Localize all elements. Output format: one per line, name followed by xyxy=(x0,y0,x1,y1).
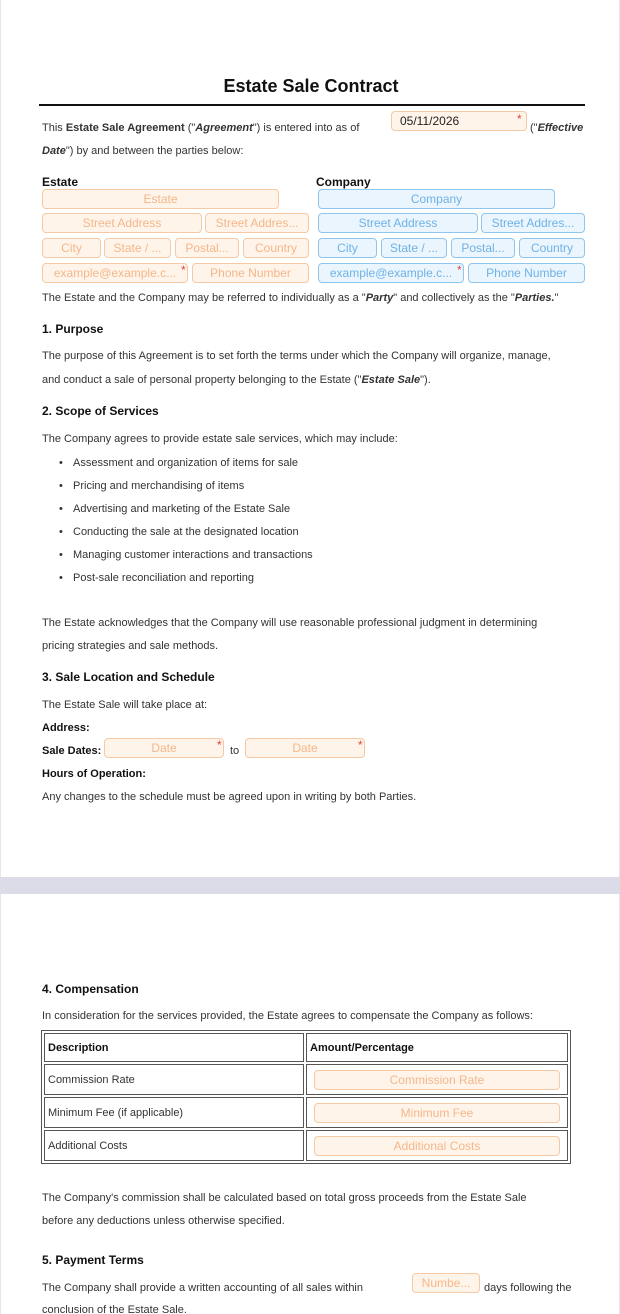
estate-street-field[interactable]: Street Address xyxy=(42,213,202,233)
company-state-field[interactable]: State / ... xyxy=(381,238,447,258)
company-city-field[interactable]: City xyxy=(318,238,377,258)
company-name-field[interactable]: Company xyxy=(318,189,555,209)
compensation-table xyxy=(41,1030,571,1164)
estate-phone-field[interactable]: Phone Number xyxy=(192,263,309,283)
company-postal-field[interactable]: Postal... xyxy=(451,238,515,258)
section-5-line-1b: days following the xyxy=(484,1282,572,1294)
party-definition xyxy=(42,293,558,304)
list-item: • Pricing and merchandising of items xyxy=(59,480,313,503)
company-heading: Company xyxy=(316,175,371,189)
section-3-heading: 3. Sale Location and Schedule xyxy=(42,670,215,684)
estate-street2-field[interactable]: Street Addres... xyxy=(205,213,309,233)
intro-text: ") is entered into as of xyxy=(252,122,360,134)
intro-agreement-term: Agreement xyxy=(195,122,253,134)
services-list xyxy=(59,457,313,595)
parties-term: Parties. xyxy=(514,292,555,304)
estate-sale-term: Estate Sale xyxy=(361,374,421,386)
party-text: The Estate and the Company may be referred to individually as a " xyxy=(42,292,366,304)
sale-end-date-field[interactable]: Date xyxy=(245,738,365,758)
intro-text: ") by and between the parties below: xyxy=(65,145,244,157)
intro-agreement-name: Estate Sale Agreement xyxy=(65,122,185,134)
commission-rate-field[interactable]: Commission Rate xyxy=(314,1070,560,1090)
effective-date-field[interactable]: 05/11/2026 xyxy=(391,111,527,131)
document-page-2 xyxy=(0,894,620,1314)
accounting-days-field[interactable]: Numbe... xyxy=(412,1273,480,1293)
intro-text: This xyxy=(42,122,63,134)
estate-name-field[interactable]: Estate xyxy=(42,189,279,209)
section-2-heading: 2. Scope of Services xyxy=(42,404,159,418)
list-item: • Conducting the sale at the designated location xyxy=(59,526,313,549)
address-label: Address: xyxy=(42,722,90,734)
schedule-changes-note: Any changes to the schedule must be agreed upon in writing by both Parties. xyxy=(42,791,417,803)
section-2-closing-1: The Estate acknowledges that the Company will use reasonable professional judgment in determining xyxy=(42,617,538,629)
party-text: " and collectively as the " xyxy=(393,292,515,304)
section-1-text: "). xyxy=(420,374,431,386)
intro-effective-label: Effective xyxy=(537,122,584,134)
section-5-line-1a: The Company shall provide a written accounting of all sales within xyxy=(42,1282,363,1294)
company-phone-field[interactable]: Phone Number xyxy=(468,263,585,283)
estate-postal-field[interactable]: Postal... xyxy=(175,238,239,258)
intro-line-2 xyxy=(42,146,243,157)
row-description: Additional Costs xyxy=(44,1130,304,1161)
section-4-closing-2: before any deductions unless otherwise specified. xyxy=(42,1215,285,1227)
party-term: Party xyxy=(365,292,394,304)
estate-country-field[interactable]: Country xyxy=(243,238,309,258)
estate-email-field[interactable]: example@example.c... xyxy=(42,263,188,283)
intro-line-1 xyxy=(42,123,359,134)
intro-text: (" xyxy=(187,122,196,134)
minimum-fee-field[interactable]: Minimum Fee xyxy=(314,1103,560,1123)
intro-date-label: Date xyxy=(42,145,66,157)
intro-effective-term xyxy=(530,123,583,134)
company-street2-field[interactable]: Street Addres... xyxy=(481,213,585,233)
date-range-to: to xyxy=(230,745,240,757)
title-divider xyxy=(39,104,585,106)
section-1-text: and conduct a sale of personal property belonging to the Estate (" xyxy=(42,374,362,386)
company-street-field[interactable]: Street Address xyxy=(318,213,478,233)
section-4-closing-1: The Company's commission shall be calculated based on total gross proceeds from the Estate Sale xyxy=(42,1192,527,1204)
company-country-field[interactable]: Country xyxy=(519,238,585,258)
section-5-line-2: conclusion of the Estate Sale. xyxy=(42,1304,187,1314)
required-marker: * xyxy=(358,738,363,752)
company-email-field[interactable]: example@example.c... xyxy=(318,263,464,283)
section-1-line-1: The purpose of this Agreement is to set forth the terms under which the Company will organize, manage, xyxy=(42,350,551,362)
section-2-closing-2: pricing strategies and sale methods. xyxy=(42,640,219,652)
table-header-description: Description xyxy=(44,1033,304,1062)
list-item: • Assessment and organization of items for sale xyxy=(59,457,313,480)
section-4-intro: In consideration for the services provided, the Estate agrees to compensate the Company as follows: xyxy=(42,1010,533,1022)
required-marker: * xyxy=(457,263,462,277)
party-text: " xyxy=(554,292,559,304)
estate-city-field[interactable]: City xyxy=(42,238,101,258)
row-description: Minimum Fee (if applicable) xyxy=(44,1097,304,1128)
table-row xyxy=(44,1064,568,1095)
estate-state-field[interactable]: State / ... xyxy=(104,238,171,258)
estate-heading: Estate xyxy=(42,175,79,189)
hours-label: Hours of Operation: xyxy=(42,768,146,780)
intro-text: (" xyxy=(530,122,538,134)
section-3-intro: The Estate Sale will take place at: xyxy=(42,699,208,711)
section-2-intro: The Company agrees to provide estate sale services, which may include: xyxy=(42,433,398,445)
table-row xyxy=(44,1097,568,1128)
required-marker: * xyxy=(181,263,186,277)
table-row xyxy=(44,1130,568,1161)
list-item: • Managing customer interactions and transactions xyxy=(59,549,313,572)
section-1-heading: 1. Purpose xyxy=(42,322,104,336)
list-item: • Advertising and marketing of the Estate Sale xyxy=(59,503,313,526)
page-separator xyxy=(0,877,620,894)
document-title: Estate Sale Contract xyxy=(223,76,399,96)
section-4-heading: 4. Compensation xyxy=(42,982,139,996)
list-item: • Post-sale reconciliation and reporting xyxy=(59,572,313,595)
section-5-heading: 5. Payment Terms xyxy=(42,1253,144,1267)
sale-dates-label: Sale Dates: xyxy=(42,745,102,757)
required-marker: * xyxy=(517,112,522,126)
table-header-row xyxy=(44,1033,568,1062)
required-marker: * xyxy=(217,738,222,752)
additional-costs-field[interactable]: Additional Costs xyxy=(314,1136,560,1156)
sale-start-date-field[interactable]: Date xyxy=(104,738,224,758)
table-header-amount: Amount/Percentage xyxy=(306,1033,568,1062)
section-1-line-2 xyxy=(42,375,431,386)
row-description: Commission Rate xyxy=(44,1064,304,1095)
